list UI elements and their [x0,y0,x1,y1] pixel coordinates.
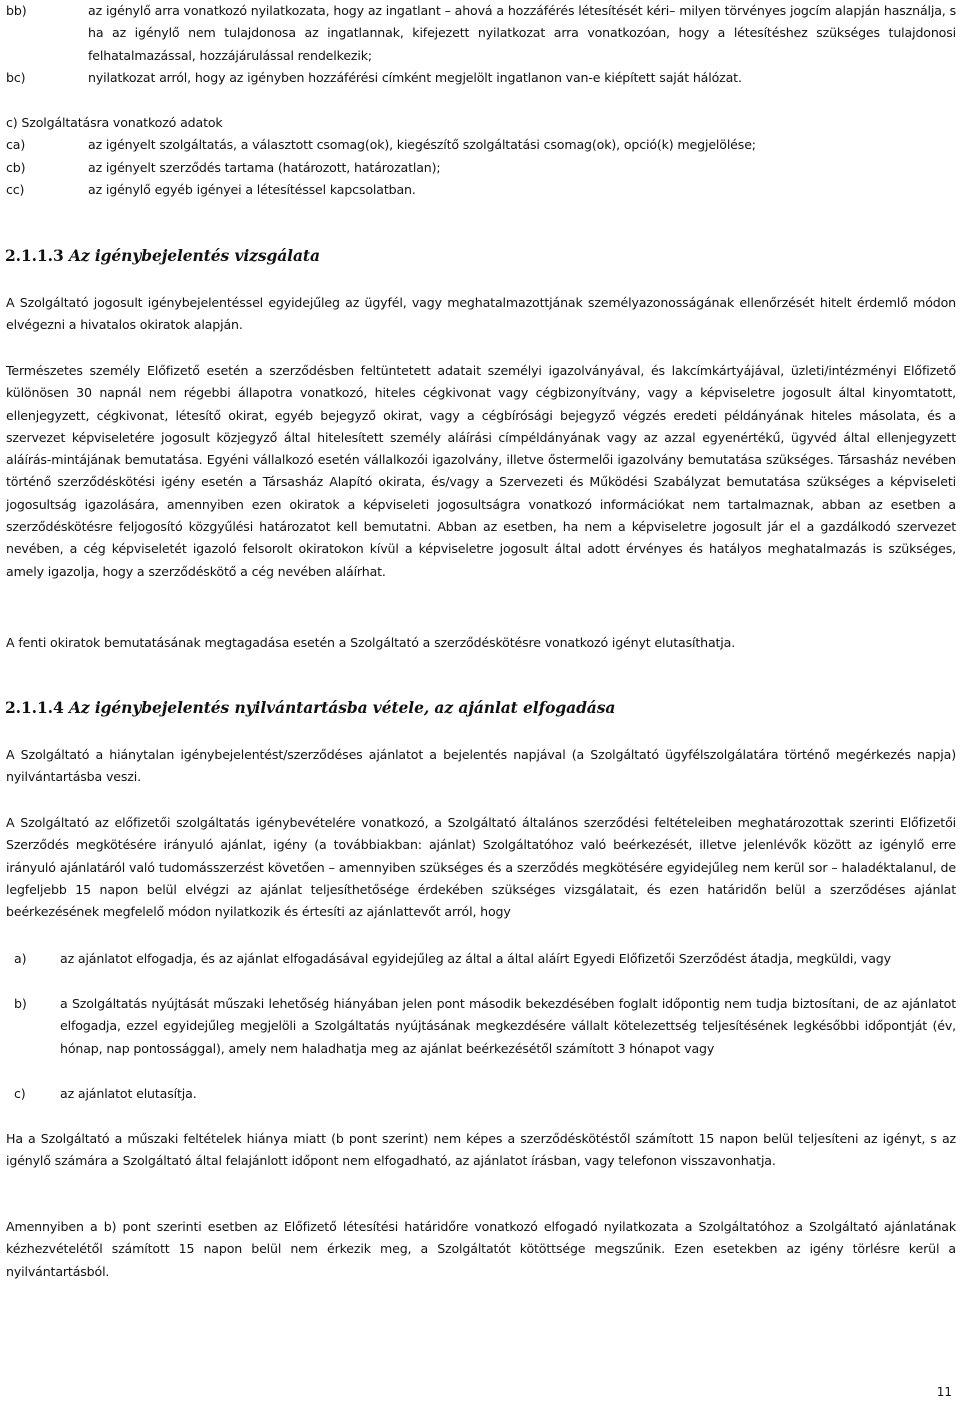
section-number: 2.1.1.4 [5,698,64,717]
list-item-text: az igénylő egyéb igényei a létesítéssel kapcsolatban. [88,182,416,197]
list-item-text: az igényelt szerződés tartama (határozott, határozatlan); [88,160,441,175]
list-item-a [6,948,956,993]
list-item-text: nyilatkozat arról, hogy az igényben hozzáférési címként megjelölt ingatlanon van-e kiépített saját hálózat. [88,70,742,85]
paragraph: A Szolgáltató jogosult igénybejelentéssel egyidejűleg az ügyfél, vagy meghatalmazottjának személyazonosságának ellenőrzését hitelt érdemlő módon elvégezni a hivatalos okiratok alapján. [6,295,956,333]
list-item-label: bb) [6,3,27,18]
list-item-text: az ajánlatot elutasítja. [60,1086,197,1101]
paragraph: Természetes személy Előfizető esetén a szerződésben feltüntetett adatait személyi igazolványával, és lakcímkártyájával, üzleti/intézményi Előfizető különösen 30 napnál nem régebbi állapotra vonatkozó, hiteles cégkivonat vagy cégbizonyítvány, vagy a képviseletre jogosult által kinyomtatott, ellenjegyzett, cégkivonat, létesítő okirat, egyéb bejegyző okirat, vagy a cégbírósági bejegyző végzés eredeti példányának hiteles másolata, és a szervezet képviseletére jogosult közjegyző által hitelesített személy aláírási címpéldányának vagy az azzal egyenértékű, ügyvéd által ellenjegyzett aláírás-mintájának bemutatása. Egyéni vállalkozó esetén vállalkozói igazolvány, illetve őstermelői igazolvány bemutatása szükséges. Társasház nevében történő szerződéskötési igény esetén a Társasház Alapító okirata, és/vagy a Szervezeti és Működési Szabályzat bemutatása szükséges a képviseleti jogosultság igazolására, amennyiben ezen okiratok a képviseleti jogosultságra vonatkozó információkat nem tartalmaznak, abban az esetben a szerződéskötésre feljogosító közgyűlési határozatot kell bemutatni. Abban az esetben, ha nem a képviseletre jogosult jár el a gazdálkodó szervezet nevében, a cég képviseletét igazoló felsorolt okiratokon kívül a képviseletre jogosult által adott érvényes és hatályos meghatalmazás is szükséges, amely igazolja, hogy a szerződéskötő a cég nevében aláírhat. [6,363,956,579]
list-item-text: az ajánlatot elfogadja, és az ajánlat elfogadásával egyidejűleg az által a által aláírt Egyedi Előfizetői Szerződést átadja, megküldi, vagy [60,951,891,966]
list-item-b [6,993,956,1083]
section-title: Az igénybejelentés vizsgálata [68,246,320,265]
list-item-text: a Szolgáltatás nyújtását műszaki lehetőség hiányában jelen pont második bekezdésében foglalt időpontig nem tudja biztosítani, de az ajánlatot elfogadja, ezzel egyidejűleg megjelöli a Szolgáltatás nyújtásának megkezdésére vállalt kötelezettség teljesítésének legkésőbbi időpontját (év, hónap, nap pontossággal), amely nem haladhatja meg az ajánlat beérkezésétől számított 3 hónapot vagy [60,996,956,1056]
list-item-label: b) [14,996,27,1011]
paragraph: Amennyiben a b) pont szerinti esetben az Előfizető létesítési határidőre vonatkozó elfogadó nyilatkozata a Szolgáltatóhoz a Szolgáltató ajánlatának kézhezvételétől számított 15 napon belül nem érkezik meg, a Szolgáltatót kötöttsége megszűnik. Ezen esetekben az igény törlésre kerül a nyilvántartásból. [6,1219,956,1279]
section-number: 2.1.1.3 [5,246,64,265]
section-c-heading: c) Szolgáltatásra vonatkozó adatok [6,115,223,130]
list-item-bc [6,67,956,90]
list-item-label: bc) [6,70,26,85]
list-item-bb [6,0,956,67]
list-item-cb [6,157,956,180]
paragraph: A fenti okiratok bemutatásának megtagadása esetén a Szolgáltató a szerződéskötésre vonatkozó igényt elutasíthatja. [6,635,736,650]
section-heading-2114 [5,697,615,719]
list-item-label: c) [14,1086,26,1101]
list-item-c [6,1083,956,1106]
list-item-label: a) [14,951,27,966]
list-item-label: cc) [6,182,25,197]
section-heading-2113 [5,245,320,267]
list-item-label: ca) [6,137,26,152]
list-item-cc [6,179,956,202]
list-item-text: az igénylő arra vonatkozó nyilatkozata, hogy az ingatlant – ahová a hozzáférés létesítését kéri– milyen törvényes jogcím alapján használja, s ha az igénylő nem tulajdonosa az ingatlannak, kifejezett nyilatkozat arra vonatkozóan, hogy a létesítéshez szükséges tulajdonosi felhatalmazással, hozzájárulással rendelkezik; [88,3,956,63]
list-item-text: az igényelt szolgáltatás, a választott csomag(ok), kiegészítő szolgáltatási csomag(ok), opció(k) megjelölése; [88,137,756,152]
section-title: Az igénybejelentés nyilvántartásba vétele, az ajánlat elfogadása [68,698,616,717]
list-item-ca [6,134,956,157]
paragraph: Ha a Szolgáltató a műszaki feltételek hiánya miatt (b pont szerint) nem képes a szerződéskötéstől számított 15 napon belül teljesíteni az igényt, s az igénylő számára a Szolgáltató által felajánlott időpont nem elfogadható, az ajánlatot írásban, vagy telefonon visszavonhatja. [6,1131,956,1169]
paragraph: A Szolgáltató a hiánytalan igénybejelentést/szerződéses ajánlatot a bejelentés napjával (a Szolgáltató ügyfélszolgálatára történő megérkezés napja) nyilvántartásba veszi. [6,747,956,785]
page-number: 11 [936,1385,952,1399]
paragraph: A Szolgáltató az előfizetői szolgáltatás igénybevételére vonatkozó, a Szolgáltató általános szerződési feltételeiben meghatározottak szerinti Előfizetői Szerződés megkötésére irányuló ajánlat, igény (a továbbiakban: ajánlat) Szolgáltatóhoz való beérkezését, illetve jelenlévők között az igénylő erre irányuló ajánlatáról való tudomásszerzést követően – amennyiben szükséges és a szerződés megkötésére egyidejűleg nem kerül sor – haladéktalanul, de legfeljebb 15 napon belül elvégzi az ajánlat teljesíthetősége érdekében szükséges vizsgálatait, és ezen határidőn belül a szerződéses ajánlat beérkezésének megfelelő módon nyilatkozik és értesíti az ajánlattevőt arról, hogy [6,815,956,920]
list-item-label: cb) [6,160,26,175]
